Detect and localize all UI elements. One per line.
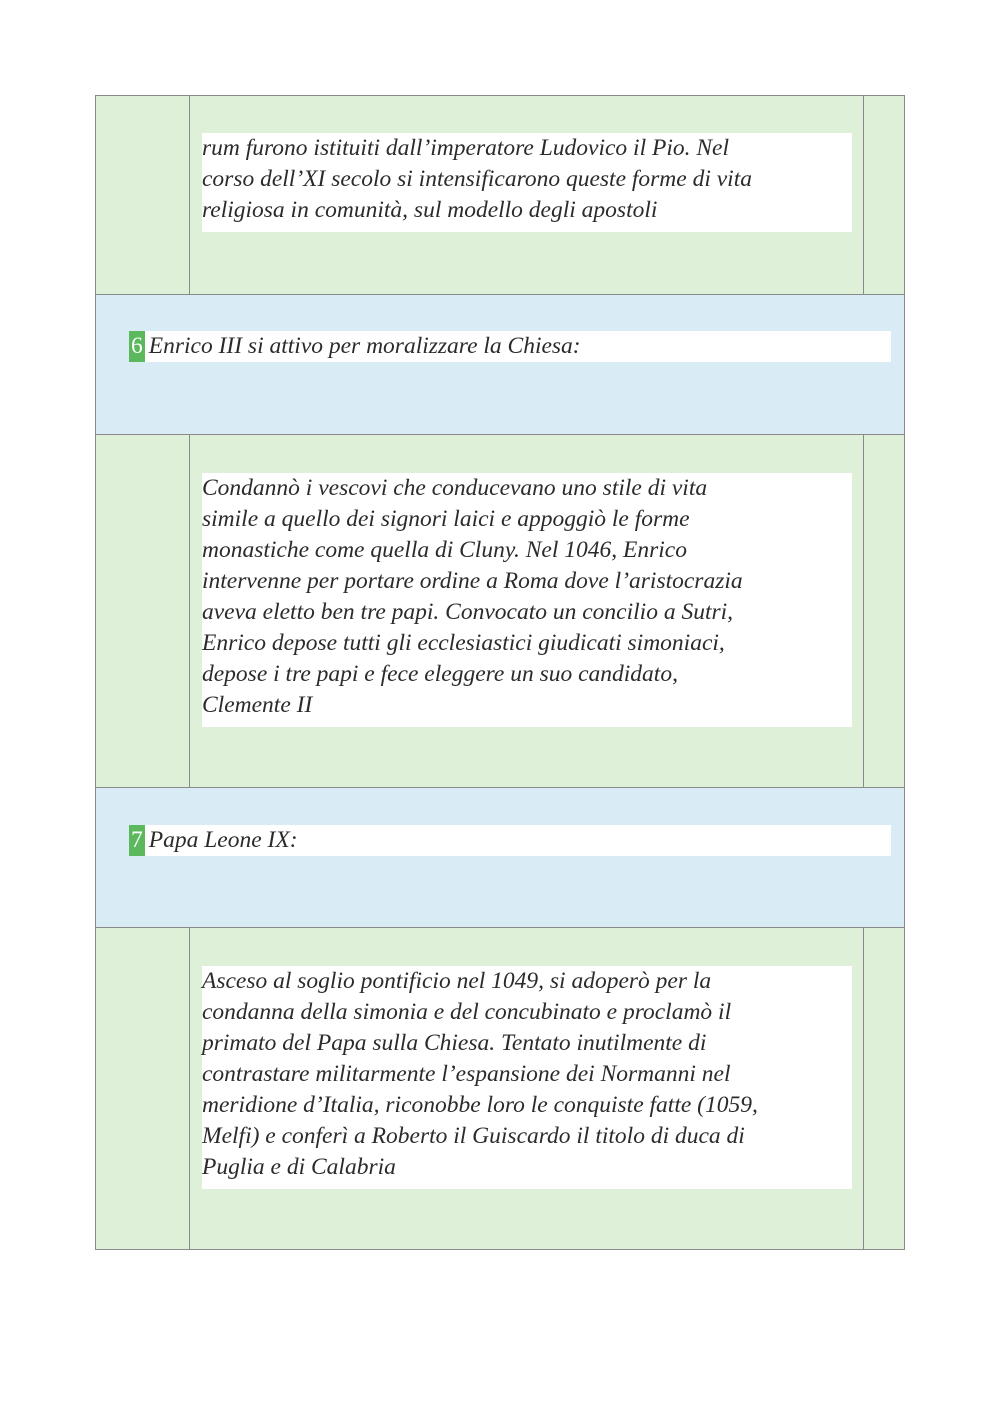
answer-text: Condannò i vescovi che conducevano uno stile di vita simile a quello dei signori laici e appoggiò le forme monastiche come quella di Cluny. Nel 1046, Enrico intervenne per portare ordine a Roma dove l’aristocrazia aveva eletto ben tre papi. Convocato un concilio a Sutri, Enrico depose tutti gli ecclesiastici giudicati simoniaci, depose i tre papi e fece eleggere un suo candidato, Clemente II — [202, 473, 852, 727]
quiz-table — [95, 95, 905, 1250]
answer-row — [95, 927, 905, 1250]
right-margin-cell — [863, 435, 904, 787]
question-text-field — [129, 825, 891, 856]
left-margin-cell — [96, 928, 190, 1249]
answer-row — [95, 434, 905, 788]
right-margin-cell — [863, 96, 904, 294]
question-number-badge: 6 — [129, 331, 145, 362]
question-text: Papa Leone IX: — [148, 827, 298, 853]
answer-text: rum furono istituiti dall’imperatore Ludovico il Pio. Nel corso dell’XI secolo si intensificarono queste forme di vita religiosa in comunità, sul modello degli apostoli — [202, 133, 852, 232]
question-number-badge: 7 — [129, 825, 145, 856]
question-text: Enrico III si attivo per moralizzare la Chiesa: — [148, 333, 581, 359]
question-text-field — [129, 331, 891, 362]
question-row — [95, 788, 905, 927]
left-margin-cell — [96, 96, 190, 294]
right-margin-cell — [863, 928, 904, 1249]
question-row — [95, 295, 905, 434]
answer-text: Asceso al soglio pontificio nel 1049, si adoperò per la condanna della simonia e del concubinato e proclamò il primato del Papa sulla Chiesa. Tentato inutilmente di contrastare militarmente l’espansione dei Normanni nel meridione d’Italia, riconobbe loro le conquiste fatte (1059, Melfi) e conferì a Roberto il Guiscardo il titolo di duca di Puglia e di Calabria — [202, 966, 852, 1189]
answer-row — [95, 95, 905, 295]
left-margin-cell — [96, 435, 190, 787]
